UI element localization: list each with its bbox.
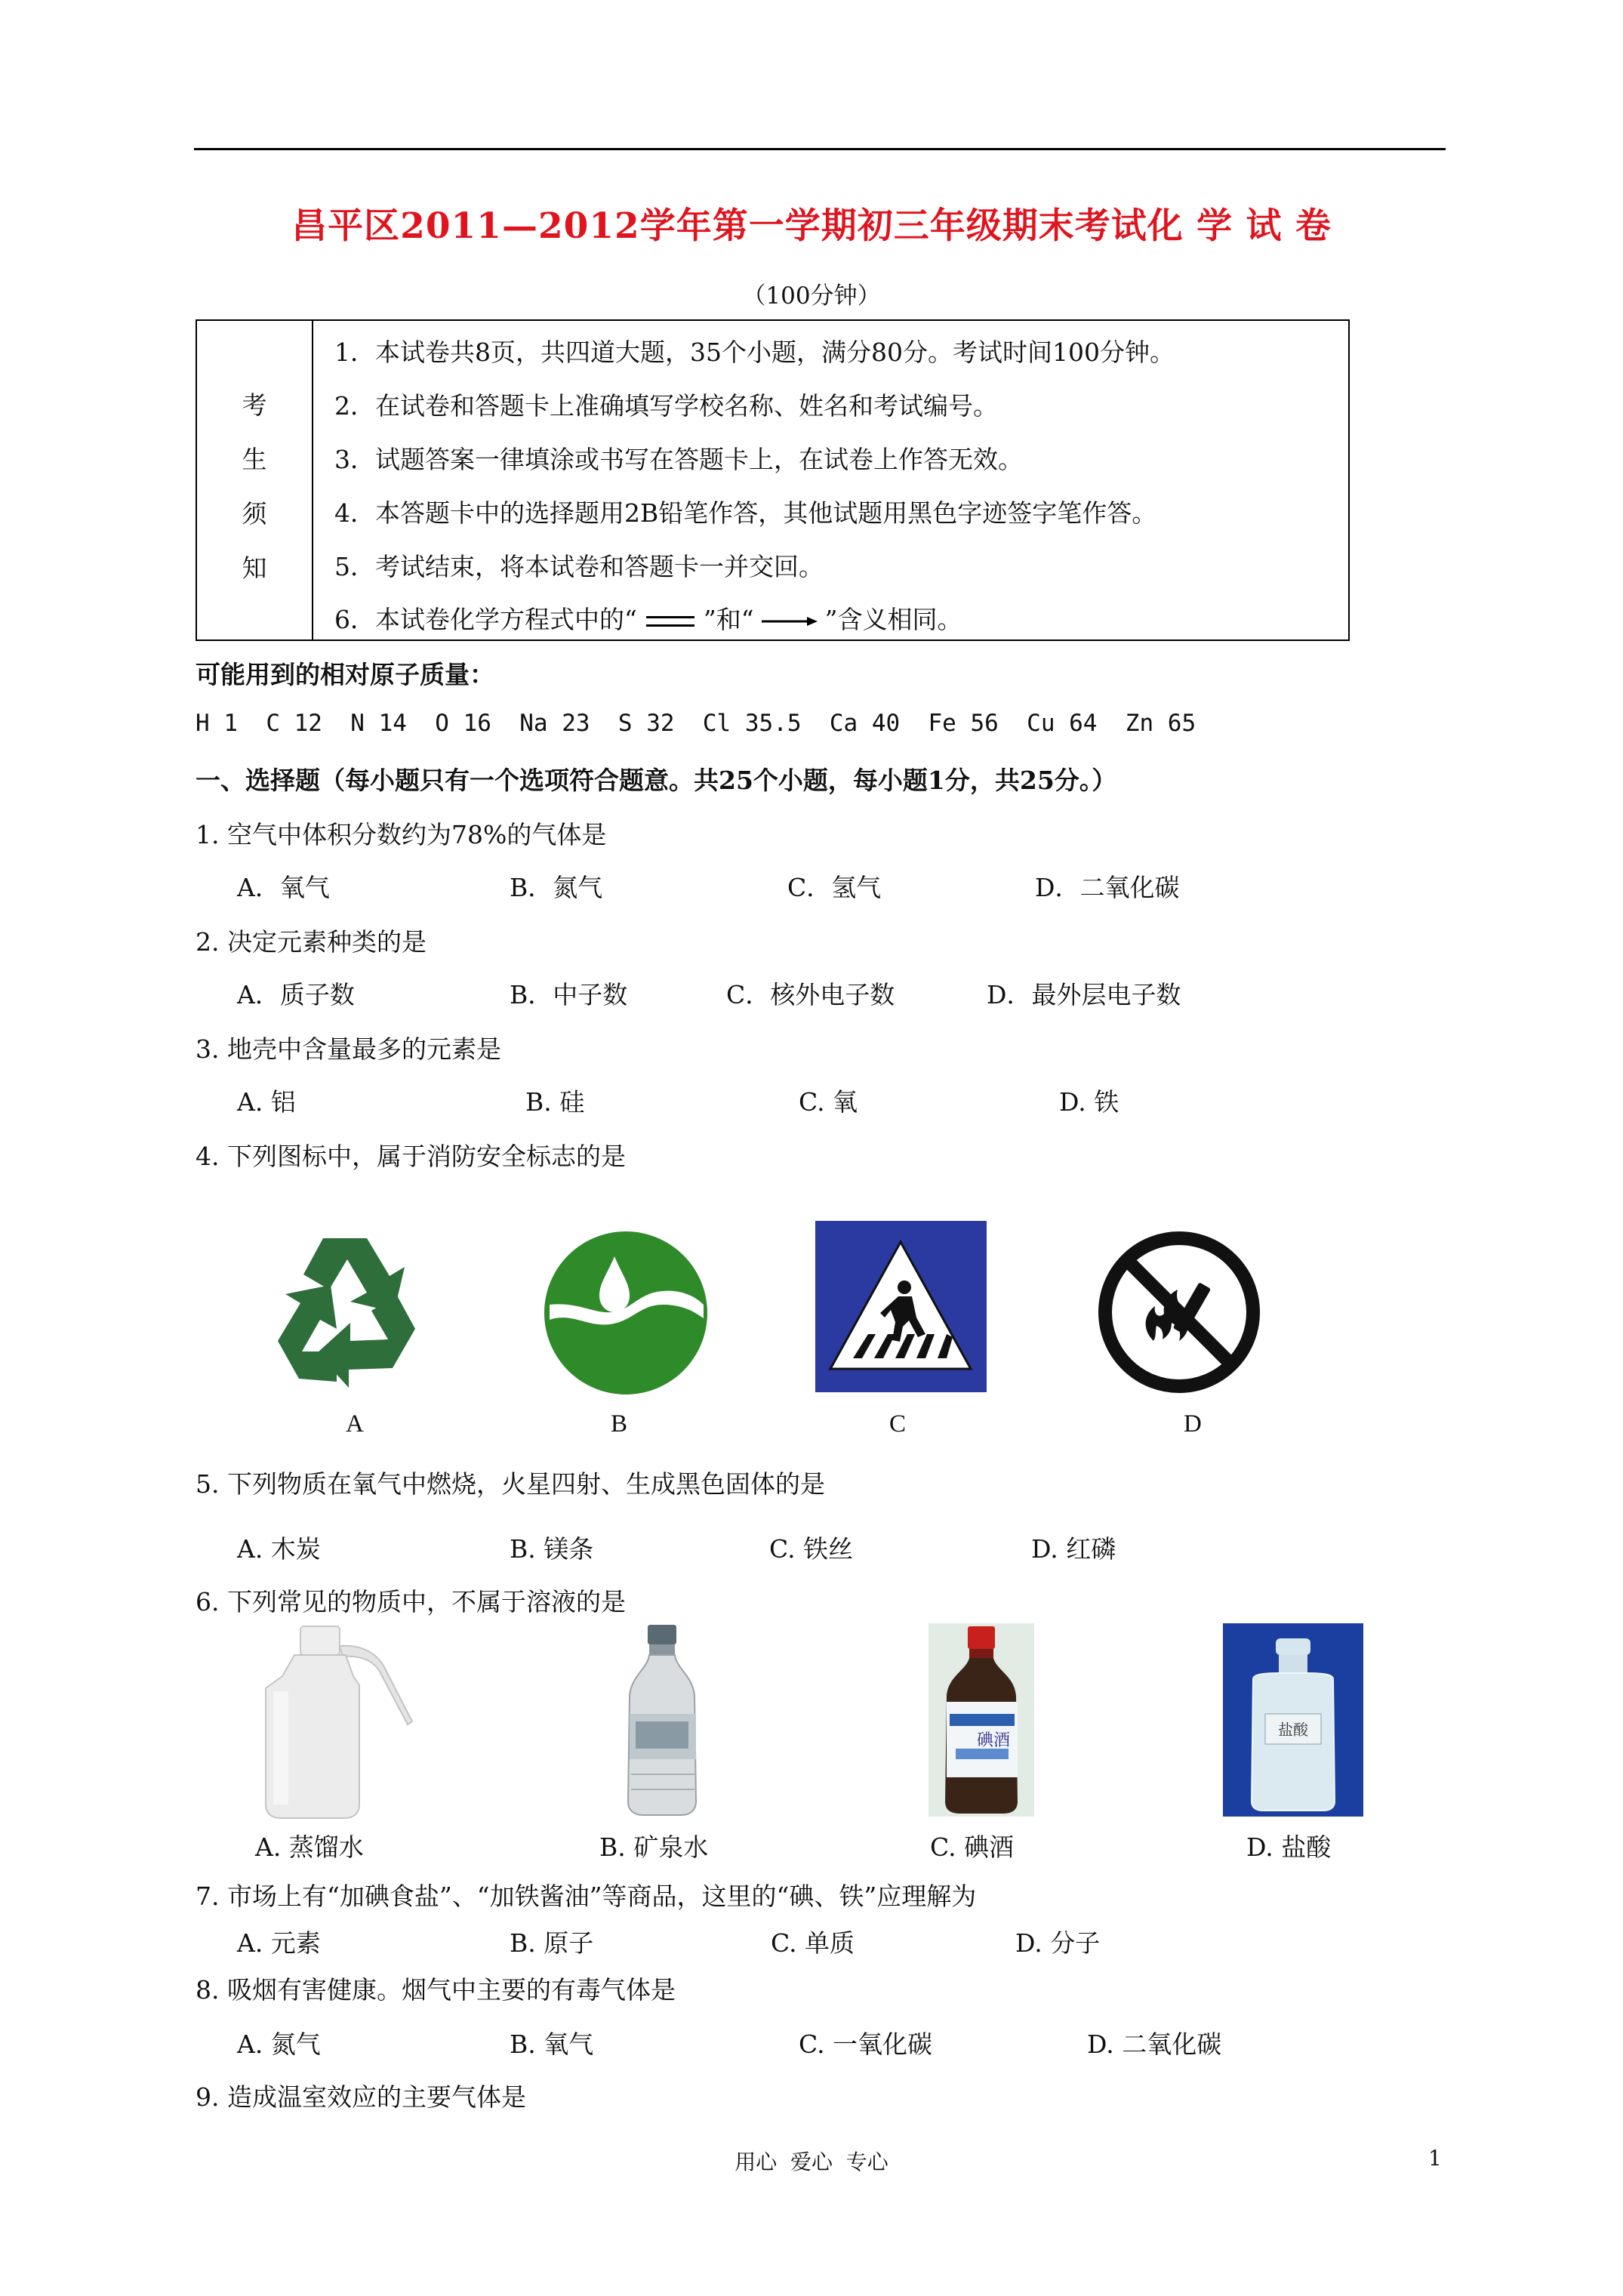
notice-rule-6 bbox=[334, 600, 962, 636]
option: B. 镁条 bbox=[510, 1534, 594, 1564]
atomic-mass-values: H 1 C 12 N 14 O 16 Na 23 S 32 Cl 35.5 Ca 40 Fe 56 Cu 64 Zn 65 bbox=[196, 710, 1196, 737]
sign-label: B bbox=[611, 1410, 628, 1438]
top-rule bbox=[194, 148, 1446, 150]
notice-label-char: 须 bbox=[242, 499, 267, 529]
option: D. 盐酸 bbox=[1246, 1832, 1332, 1862]
option: A．氧气 bbox=[237, 873, 330, 902]
notice-label-char: 生 bbox=[242, 445, 267, 474]
notice-rule: 2．在试卷和答题卡上准确填写学校名称、姓名和考试编号。 bbox=[334, 391, 998, 421]
question-stem: 1. 空气中体积分数约为78%的气体是 bbox=[196, 820, 607, 849]
notice-rule: 1．本试卷共8页，共四道大题，35个小题，满分80分。考试时间100分钟。 bbox=[334, 337, 1175, 367]
pedestrian-crossing-icon bbox=[815, 1221, 987, 1392]
notice-rule: 5．考试结束，将本试卷和答题卡一并交回。 bbox=[334, 552, 824, 581]
option: C. 一氧化碳 bbox=[799, 2029, 933, 2059]
option: A. 蒸馏水 bbox=[255, 1832, 364, 1862]
rule6-mid: ”和“ bbox=[703, 605, 754, 634]
option: B．氮气 bbox=[510, 873, 603, 902]
hcl-bottle-label: 盐酸 bbox=[1278, 1721, 1308, 1739]
option: B．中子数 bbox=[510, 980, 628, 1009]
option: B. 原子 bbox=[510, 1928, 594, 1958]
notice-label-column bbox=[197, 321, 313, 639]
option: C. 单质 bbox=[771, 1928, 855, 1958]
question-stem: 4. 下列图标中，属于消防安全标志的是 bbox=[196, 1142, 626, 1171]
notice-label-char: 考 bbox=[242, 390, 267, 420]
equals-sign-icon bbox=[646, 616, 694, 627]
option: D. 铁 bbox=[1059, 1087, 1119, 1117]
question-stem: 5. 下列物质在氧气中燃烧，火星四射、生成黑色固体的是 bbox=[196, 1469, 825, 1499]
notice-rule: 3．试题答案一律填涂或书写在答题卡上，在试卷上作答无效。 bbox=[334, 445, 1023, 474]
no-open-flame-icon bbox=[1096, 1229, 1262, 1395]
option: C．氢气 bbox=[787, 873, 882, 902]
footer-motto: 用心 爱心 专心 bbox=[735, 2150, 888, 2174]
option: A. 木炭 bbox=[237, 1534, 321, 1564]
question-stem: 3. 地壳中含量最多的元素是 bbox=[196, 1034, 501, 1064]
option: C. 碘酒 bbox=[930, 1832, 1015, 1862]
question-stem: 7. 市场上有“加碘食盐”、“加铁酱油”等商品，这里的“碘、铁”应理解为 bbox=[196, 1881, 977, 1911]
rule6-suffix: ”含义相同。 bbox=[824, 605, 962, 634]
question-stem: 2. 决定元素种类的是 bbox=[196, 927, 427, 957]
option: B. 硅 bbox=[525, 1087, 585, 1117]
arrow-right-icon bbox=[762, 615, 818, 627]
page-number: 1 bbox=[1428, 2146, 1442, 2171]
hydrochloric-acid-bottle-image bbox=[1223, 1623, 1363, 1817]
option: D. 二氧化碳 bbox=[1087, 2029, 1222, 2059]
sign-label: A bbox=[346, 1410, 364, 1438]
section-heading: 一、选择题（每小题只有一个选项符合题意。共25个小题，每小题1分，共25分。） bbox=[196, 766, 1117, 795]
option: C. 铁丝 bbox=[769, 1534, 854, 1564]
atomic-mass-heading: 可能用到的相对原子质量： bbox=[196, 660, 494, 689]
sign-label: D bbox=[1184, 1410, 1202, 1438]
option: A．质子数 bbox=[237, 980, 355, 1009]
exam-duration: （100分钟） bbox=[742, 282, 881, 310]
option: D. 红磷 bbox=[1031, 1534, 1116, 1564]
question-stem: 8. 吸烟有害健康。烟气中主要的有毒气体是 bbox=[196, 1975, 676, 2005]
option: A. 元素 bbox=[237, 1928, 321, 1958]
iodine-tincture-bottle-image bbox=[929, 1623, 1034, 1817]
recycle-icon bbox=[254, 1223, 435, 1404]
sign-label: C bbox=[889, 1410, 907, 1438]
candidate-notice-box bbox=[196, 319, 1350, 641]
exam-title: 昌平区2011—2012学年第一学期初三年级期末考试化 学 试 卷 bbox=[291, 205, 1332, 247]
question-stem: 6. 下列常见的物质中，不属于溶液的是 bbox=[196, 1587, 626, 1616]
question-stem: 9. 造成温室效应的主要气体是 bbox=[196, 2082, 526, 2112]
option: C．核外电子数 bbox=[726, 980, 895, 1009]
water-saving-icon bbox=[542, 1229, 710, 1397]
option: B. 矿泉水 bbox=[599, 1832, 709, 1862]
mineral-water-bottle-image bbox=[621, 1623, 704, 1817]
option: B. 氧气 bbox=[510, 2029, 594, 2059]
option: D. 分子 bbox=[1015, 1928, 1101, 1958]
notice-rule: 4．本答题卡中的选择题用2B铅笔作答，其他试题用黑色字迹签字笔作答。 bbox=[334, 498, 1157, 528]
option: D．最外层电子数 bbox=[987, 980, 1181, 1009]
option: A. 铝 bbox=[237, 1087, 296, 1117]
option: D．二氧化碳 bbox=[1035, 873, 1180, 902]
iodine-bottle-label: 碘酒 bbox=[976, 1731, 1011, 1750]
wash-bottle-image bbox=[264, 1623, 415, 1820]
option: A. 氮气 bbox=[237, 2029, 321, 2059]
rule6-prefix: 6．本试卷化学方程式中的“ bbox=[334, 605, 637, 634]
option: C. 氧 bbox=[799, 1087, 858, 1117]
notice-label-char: 知 bbox=[242, 553, 267, 583]
